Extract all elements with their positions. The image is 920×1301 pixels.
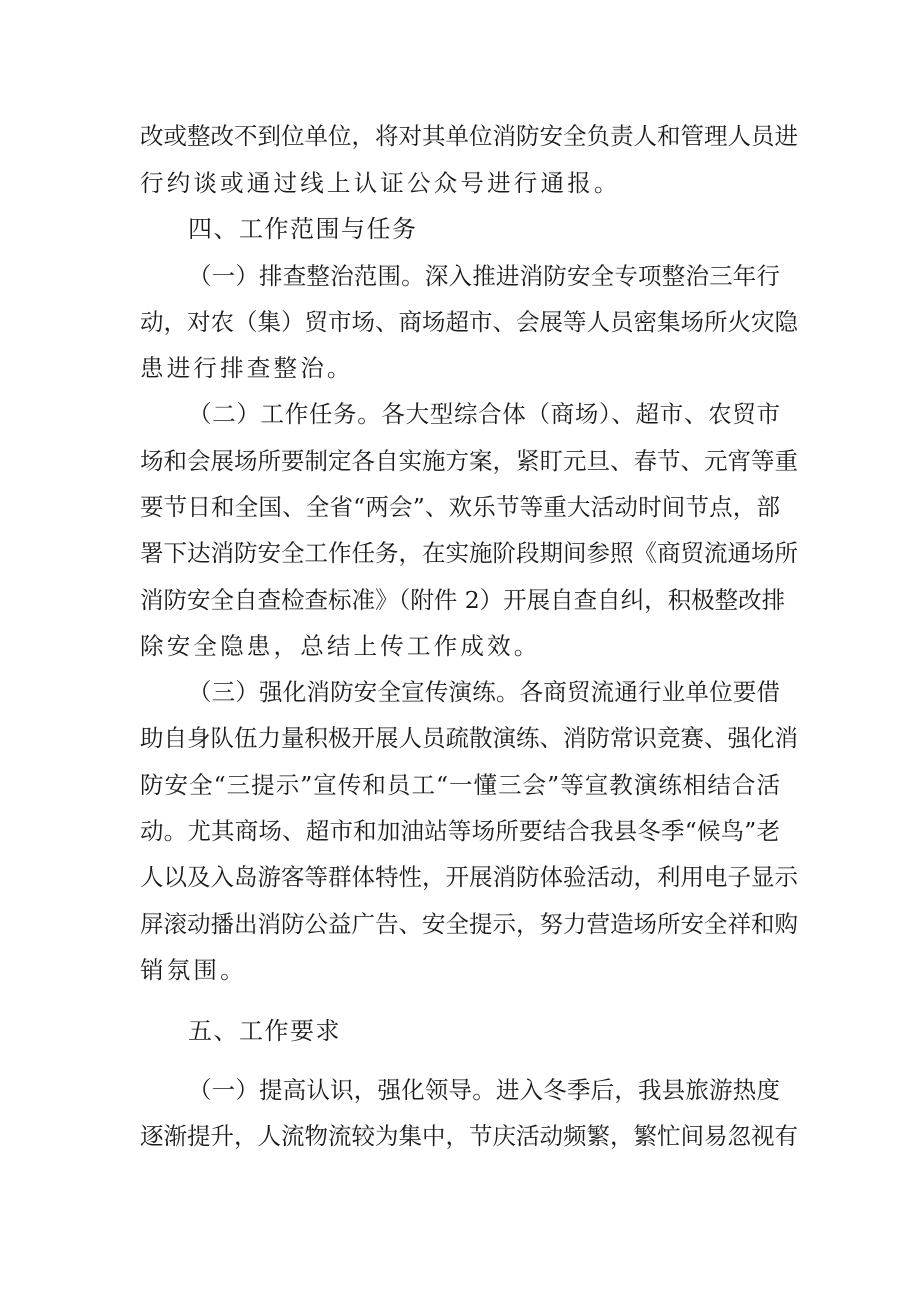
paragraph-start-line: （一）排查整治范围。深入推进消防安全专项整治三年行 [188, 262, 780, 290]
body-line: 除安全隐患，总结上传工作成效。 [140, 632, 541, 660]
body-line: 动，对农（集）贸市场、商场超市、会展等人员密集场所火灾隐 [140, 308, 798, 336]
body-line: 署下达消防安全工作任务，在实施阶段期间参照《商贸流通场所 [140, 539, 798, 567]
body-line: 人以及入岛游客等群体特性，开展消防体验活动，利用电子显示 [140, 863, 798, 891]
paragraph-start-line: （二）工作任务。各大型综合体（商场）、超市、农贸市 [188, 400, 780, 428]
body-line: 动。尤其商场、超市和加油站等场所要结合我县冬季“候鸟”老 [140, 817, 780, 845]
body-line: 逐渐提升，人流物流较为集中，节庆活动频繁，繁忙间易忽视有 [140, 1122, 798, 1150]
body-line: 消防安全自查检查标准》（附件 2）开展自查自纠，积极整改排 [140, 586, 786, 614]
paragraph-start-line: （一）提高认识，强化领导。进入冬季后，我县旅游热度 [188, 1076, 780, 1104]
body-line: 改或整改不到位单位，将对其单位消防安全负责人和管理人员进 [140, 122, 798, 150]
body-line: 销氛围。 [140, 956, 247, 984]
body-line: 要节日和全国、全省“两会”、欢乐节等重大活动时间节点，部 [140, 493, 780, 521]
body-line: 防安全“三提示”宣传和员工“一懂三会”等宣教演练相结合活 [140, 771, 780, 799]
paragraph-start-line: （三）强化消防安全宣传演练。各商贸流通行业单位要借 [188, 678, 780, 706]
body-line: 屏滚动播出消防公益广告、安全提示，努力营造场所安全祥和购 [140, 910, 798, 938]
body-line: 场和会展场所要制定各自实施方案，紧盯元旦、春节、元宵等重 [140, 447, 798, 475]
section-heading-4: 四、工作范围与任务 [188, 215, 418, 243]
body-line: 助自身队伍力量积极开展人员疏散演练、消防常识竞赛、强化消 [140, 724, 798, 752]
body-line: 患进行排查整治。 [140, 354, 354, 382]
section-heading-5: 五、工作要求 [188, 1017, 341, 1045]
body-line: 行约谈或通过线上认证公众号进行通报。 [140, 169, 621, 197]
